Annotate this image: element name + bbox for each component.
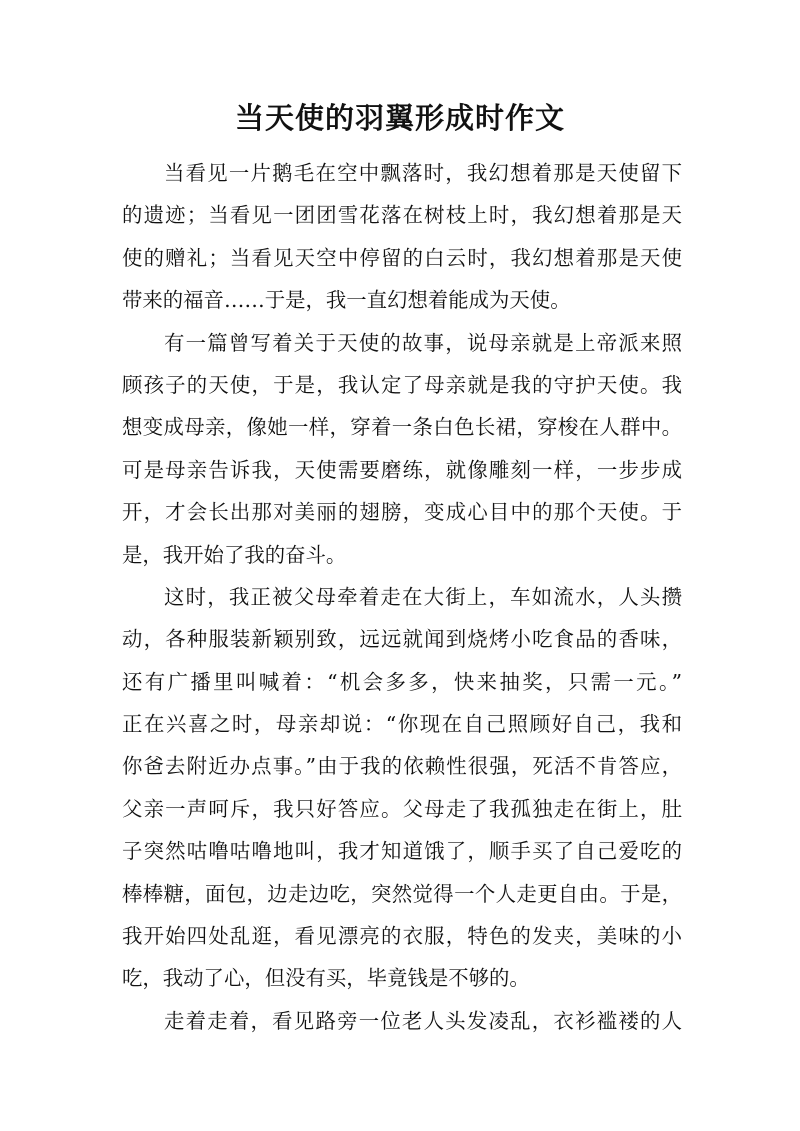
paragraph-line: 使的赠礼；当看见天空中停留的白云时，我幻想着那是天使 [122, 245, 682, 270]
paragraph [122, 1000, 682, 1042]
paragraph-line: 棒棒糖，面包，边走边吃，突然觉得一个人走更自由。于是， [122, 881, 682, 906]
paragraph-line: 的遗迹；当看见一团团雪花落在树枝上时，我幻想着那是天 [122, 203, 682, 228]
paragraph-line: 有一篇曾写着关于天使的故事，说母亲就是上帝派来照 [164, 330, 682, 355]
paragraph-line: 这时，我正被父母牵着走在大街上，车如流水，人头攒 [164, 584, 682, 609]
paragraph-line: 动，各种服装新颖别致，远远就闻到烧烤小吃食品的香味， [122, 627, 682, 652]
paragraph-line: 你爸去附近办点事。”由于我的依赖性很强，死活不肯答应， [122, 754, 682, 779]
essay-body [122, 152, 682, 1042]
document-title: 当天使的羽翼形成时作文 [234, 101, 565, 135]
paragraph-line: 还有广播里叫喊着：“机会多多，快来抽奖，只需一元。” [122, 669, 682, 694]
paragraph [122, 576, 682, 1000]
paragraph-line: 子突然咕噜咕噜地叫，我才知道饿了，顺手买了自己爱吃的 [122, 839, 682, 864]
paragraph-line: 当看见一片鹅毛在空中飘落时，我幻想着那是天使留下 [164, 161, 682, 185]
paragraph-line: 吃，我动了心，但没有买，毕竟钱是不够的。 [122, 966, 530, 991]
paragraph-line: 走着走着，看见路旁一位老人头发凌乱，衣衫褴褛的人 [164, 1008, 682, 1033]
paragraph-line: 想变成母亲，像她一样，穿着一条白色长裙，穿梭在人群中。 [122, 415, 682, 440]
paragraph [122, 152, 682, 322]
paragraph-line: 顾孩子的天使，于是，我认定了母亲就是我的守护天使。我 [122, 372, 682, 397]
paragraph-line: 带来的福音……于是，我一直幻想着能成为天使。 [122, 288, 571, 313]
paragraph [122, 322, 682, 576]
paragraph-line: 我开始四处乱逛，看见漂亮的衣服，特色的发夹，美味的小 [122, 924, 682, 949]
paragraph-line: 正在兴喜之时，母亲却说：“你现在自己照顾好自己，我和 [122, 712, 682, 737]
paragraph-line: 开，才会长出那对美丽的翅膀，变成心目中的那个天使。于 [122, 500, 682, 525]
paragraph-line: 可是母亲告诉我，天使需要磨练，就像雕刻一样，一步步成 [122, 457, 682, 482]
paragraph-line: 是，我开始了我的奋斗。 [122, 542, 347, 567]
paragraph-line: 父亲一声呵斥，我只好答应。父母走了我孤独走在街上，肚 [122, 796, 682, 821]
